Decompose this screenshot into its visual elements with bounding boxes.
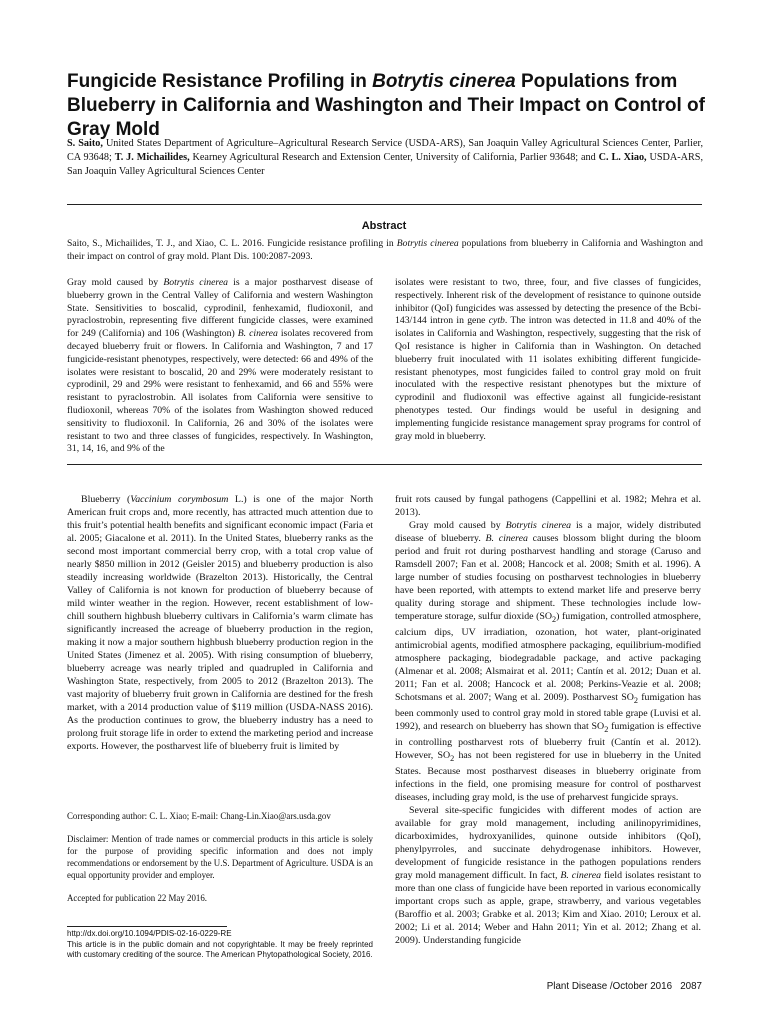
body-right-p3-species: B. cinerea [560, 869, 602, 881]
abstract-paragraph-left [67, 277, 373, 456]
author-3-name: C. L. Xiao, [598, 152, 647, 163]
disclaimer-text: Disclaimer: Mention of trade names or commercial products in this article is solely for the purpose of providing specific information and does not imply recommendations or endorsement by the U.S. Department of Agriculture. USDA is an equal opportunity provider and employer. [67, 834, 373, 880]
title-species: Botrytis cinerea [372, 71, 516, 92]
author-1-affiliation: United States Department of Agriculture–Agricultural Research Service (USDA-ARS), San Joaquin Valley Agricultural Sciences Center, Parlier, CA 93648; [67, 138, 703, 163]
page-number: 2087 [680, 981, 702, 992]
body-left-species: Vaccinium corymbosum [130, 494, 229, 505]
body-right-species-1: Botrytis cinerea [505, 520, 572, 531]
journal-issue: Plant Disease /October 2016 [546, 981, 673, 992]
abstract-left-species-2: B. cinerea [237, 328, 278, 340]
top-rule [67, 204, 702, 205]
body-left-text-1: Blueberry ( [81, 494, 131, 505]
author-2-affiliation: Kearney Agricultural Research and Extension Center, University of California, Parlier 93648; and [189, 152, 599, 163]
author-3-affiliation: USDA-ARS, San Joaquin Valley Agricultural Sciences Center [67, 152, 704, 177]
body-right-text-2: is a major, widely distributed disease of blueberry. [395, 520, 701, 544]
body-right-text-7: has not been registered for use in blueberry in the United States. Because most postharvest diseases in blueberry originate from infections in the field, one promising measure for control of postharvest diseases, including gray mold, is the use of preharvest fungicide sprays. [395, 749, 701, 803]
so2-subscript-4: 2 [450, 753, 455, 763]
abstract-citation [67, 238, 703, 263]
body-right-text-1: Gray mold caused by [409, 520, 506, 531]
body-right-p3-text-1: Several site-specific fungicides with different modes of action are available for gray mold management, including anilinopyrimidines, dicarboximides, hydroxyanilides, quinone outside inhibitors (QoI), phenylpyrroles, and succinate dehydrogenase inhibitors. However, development of fungicide resistance in the pathogen populations renders gray mold management difficult. In fact, [395, 804, 701, 881]
author-2-name: T. J. Michailides, [114, 152, 190, 163]
copyright-statement: This article is in the public domain and not copyrightable. It may be freely reprinted with customary crediting of the source. The American Phytopathological Society, 2016. [67, 939, 373, 960]
citation-text-1: Saito, S., Michailides, T. J., and Xiao, C. L. 2016. Fungicide resistance profiling in [67, 238, 397, 249]
body-column-right [395, 493, 701, 947]
abstract-paragraph-right [395, 277, 701, 443]
so2-subscript-3: 2 [604, 724, 609, 734]
page-footer [547, 981, 702, 992]
abstract-column-right [395, 277, 701, 443]
abstract-left-text-1: Gray mold caused by [67, 277, 164, 288]
abstract-right-text-2: . The intron was detected in 11.8 and 40% of the isolates in California and Washington, respectively, suggesting that the risk of QoI resistance is higher in California than in Washington. On detached blueberry fruit inoculated with 11 isolates exhibiting different fungicide-resistant phenotypes, most fungicides failed to control gray mold on fruit inoculated with the respective resistant phenotypes but the mixture of cyprodinil and fludioxonil was effective against all fungicide-resistant phenotypes tested. Our findings would be useful in designing and implementing fungicide resistance management spray programs for control of gray mold in blueberry. [395, 315, 702, 442]
body-paragraph-3 [395, 519, 701, 804]
abstract-left-text-2: is a major postharvest disease of blueberry grown in the Central Valley of California and western Washington State. Sensitivities to boscalid, cyprodinil, fenhexamid, fludioxonil, and pyraclostrobin, representing five different fungicide classes, were examined for 249 (California) and 106 (Washington) [67, 277, 374, 340]
citation-species: Botrytis cinerea [396, 238, 459, 249]
corresponding-author-note [67, 810, 373, 822]
article-title [67, 70, 707, 142]
abstract-left-text-3: isolates recovered from decayed blueberry fruit or flowers. In California and Washington, 7 and 17 fungicide-resistant phenotypes, respectively, were detected: 66 and 49% of the isolates were resistant to boscalid, 20 and 29% were moderately resistant to cyprodinil, 29 and 29% were resistant to fenhexamid, and 66 and 55% were resistant to pyraclostrobin. All isolates from California were sensitive to fludioxonil, whereas 70% of the isolates from Washington showed reduced sensitivity to fludioxonil. In California, 26 and 30% of the isolates were resistant to two and three classes of fungicides, respectively. In Washington, 31, 14, 16, and 9% of the [67, 328, 373, 455]
so2-subscript-2: 2 [633, 695, 638, 705]
body-right-text-5: fumigation has been commonly used to control gray mold in stored table grape (Luvisi et al. 1992), and research on blueberry has shown that SO [395, 691, 702, 732]
disclaimer-note [67, 833, 373, 881]
title-part-2: Populations from Blueberry in California and Washington and Their Impact on Control of Gray Mold [67, 71, 705, 140]
doi-block [67, 929, 373, 961]
body-left-text-2: L.) is one of the major North American fruit crops and, more recently, has attracted much attention due to this fruit’s potential health benefits and significant economic impact (Faria et al. 2005; Giacalone et al. 2011). In the United States, blueberry ranks as the second most important commercial berry crop, with a total crop value of nearly $850 million in 2012 (Geisler 2015) and blueberry production is also steadily increasing worldwide (Brazelton 2013). Historically, the Central Valley of California is not known for production of blueberry because of mild winter weather in the region. However, recent establishment of low-chill southern highbush blueberry cultivars in California’s warm climate has significantly increased the acreage of blueberry production in the region, making it now a major southern highbush blueberry production region in the United States (Jimenez et al. 2005). With rising consumption of blueberry, blueberry acreage was nearly tripled and quadrupled in California and Washington State, respectively, from 2005 to 2012 (Brazelton 2013). The vast majority of blueberry fruit grown in California are destined for the fresh market, with a 2014 production value of $119 million (USDA-NASS 2016). As the production continues to grow, the blueberry industry has a need to prolong fruit storage life in order to extend the marketing period and increase exports. However, the postharvest life of blueberry fruit is limited by [67, 494, 374, 752]
footnote-rule [67, 926, 227, 927]
abstract-heading: Abstract [361, 220, 407, 232]
abstract-right-text-1: isolates were resistant to two, three, four, and five classes of fungicides, respectively. Inherent risk of the development of resistance to quinone outside inhibitor (QoI) fungicides was assessed by detecting the presence of the Bcbi-143/144 intron in gene [395, 277, 701, 327]
title-part-1: Fungicide Resistance Profiling in [67, 71, 373, 92]
abstract-right-gene: cytb [488, 315, 505, 327]
accepted-date: Accepted for publication 22 May 2016. [67, 893, 207, 903]
body-right-text-4: ) fumigation, controlled atmosphere, calcium dips, UV irradiation, ozonation, hot water, plant-originated antimicrobial agents, modified atmosphere packaging, equilibrium-modified atmosphere packaging, biodegradable package, and active packaging (Almenar et al. 2008; Alsmairat et al. 2011; Cantín et al. 2012; Duan et al. 2011; Fan et al. 2008; Hancock et al. 2008; Perkins-Veazie et al. 2008; Schotsmans et al. 2007; Wang et al. 2009). Postharvest SO [395, 611, 701, 703]
body-column-left [67, 493, 373, 753]
abstract-bottom-rule [67, 464, 702, 465]
body-right-p3-text-2: field isolates resistant to more than one class of fungicide have been reported in various economically important crops such as apple, grape, strawberry, and various vegetables (Baroffio et al. 2003; Grabke et al. 2013; Kim and Xiao. 2010; Leroux et al. 2002; Li et al. 2014; Weber and Hahn 2011; Yin et al. 2012; Zhang et al. 2009). Understanding fungicide [395, 869, 702, 946]
so2-subscript-1: 2 [552, 614, 557, 624]
body-right-species-2: B. cinerea [485, 533, 528, 544]
doi-link[interactable]: http://dx.doi.org/10.1094/PDIS-02-16-0229-RE [67, 929, 232, 938]
body-right-text-6: fumigation is effective in controlling postharvest rots of blueberry fruit (Cantín et al. 2012). However, SO [395, 720, 701, 761]
author-list [67, 137, 703, 179]
citation-text-2: populations from blueberry in California and Washington and their impact on control of gray mold. Plant Dis. 100:2087-2093. [67, 238, 703, 262]
body-paragraph-4 [395, 804, 701, 947]
abstract-left-species-1: Botrytis cinerea [163, 277, 228, 288]
body-paragraph-2: fruit rots caused by fungal pathogens (Cappellini et al. 1982; Mehra et al. 2013). [395, 494, 701, 518]
abstract-column-left [67, 277, 373, 456]
body-paragraph-1 [67, 493, 373, 753]
corresponding-author: Corresponding author: C. L. Xiao; E-mail: Chang-Lin.Xiao@ars.usda.gov [67, 811, 331, 821]
author-1-name: S. Saito, [67, 138, 103, 149]
body-right-text-3: causes blossom blight during the bloom period and fruit rot during postharvest handling and storage (Caruso and Ramsdell 2007; Fan et al. 2008; Hancock et al. 2008; Smith et al. 1996). A large number of studies focusing on postharvest technologies in blueberry have been reported, with attempts to extend market life and preserve berry quality during storage and shipment. These technologies include low-temperature storage, sulfur dioxide (SO [395, 533, 702, 622]
accepted-note [67, 892, 373, 904]
